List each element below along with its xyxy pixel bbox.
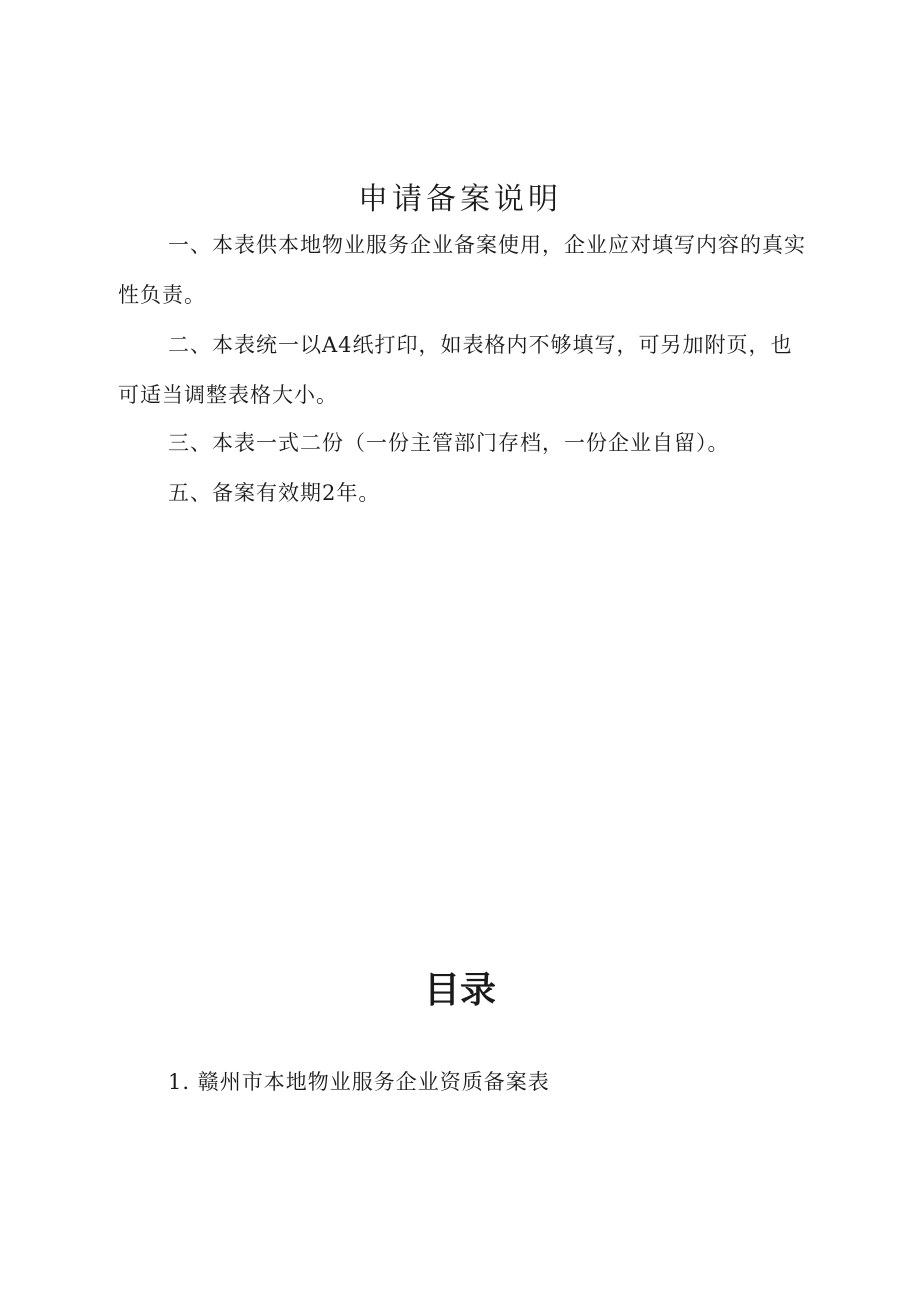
page-title: 申请备案说明 [358, 182, 562, 217]
instruction-item-4: 五、备案有效期2年。 [168, 481, 381, 505]
toc-item: 1. 赣州市本地物业服务企业资质备案表 [168, 1070, 550, 1094]
instruction-item-2: 二、本表统一以A4纸打印，如表格内不够填写，可另加附页，也可适当调整表格大小。 [118, 333, 793, 407]
toc-title: 目录 [423, 970, 496, 1011]
instruction-item-3: 三、本表一式二份（一份主管部门存档，一份企业自留）。 [168, 431, 730, 455]
instruction-item-1: 一、本表供本地物业服务企业备案使用，企业应对填写内容的真实性负责。 [118, 233, 806, 307]
